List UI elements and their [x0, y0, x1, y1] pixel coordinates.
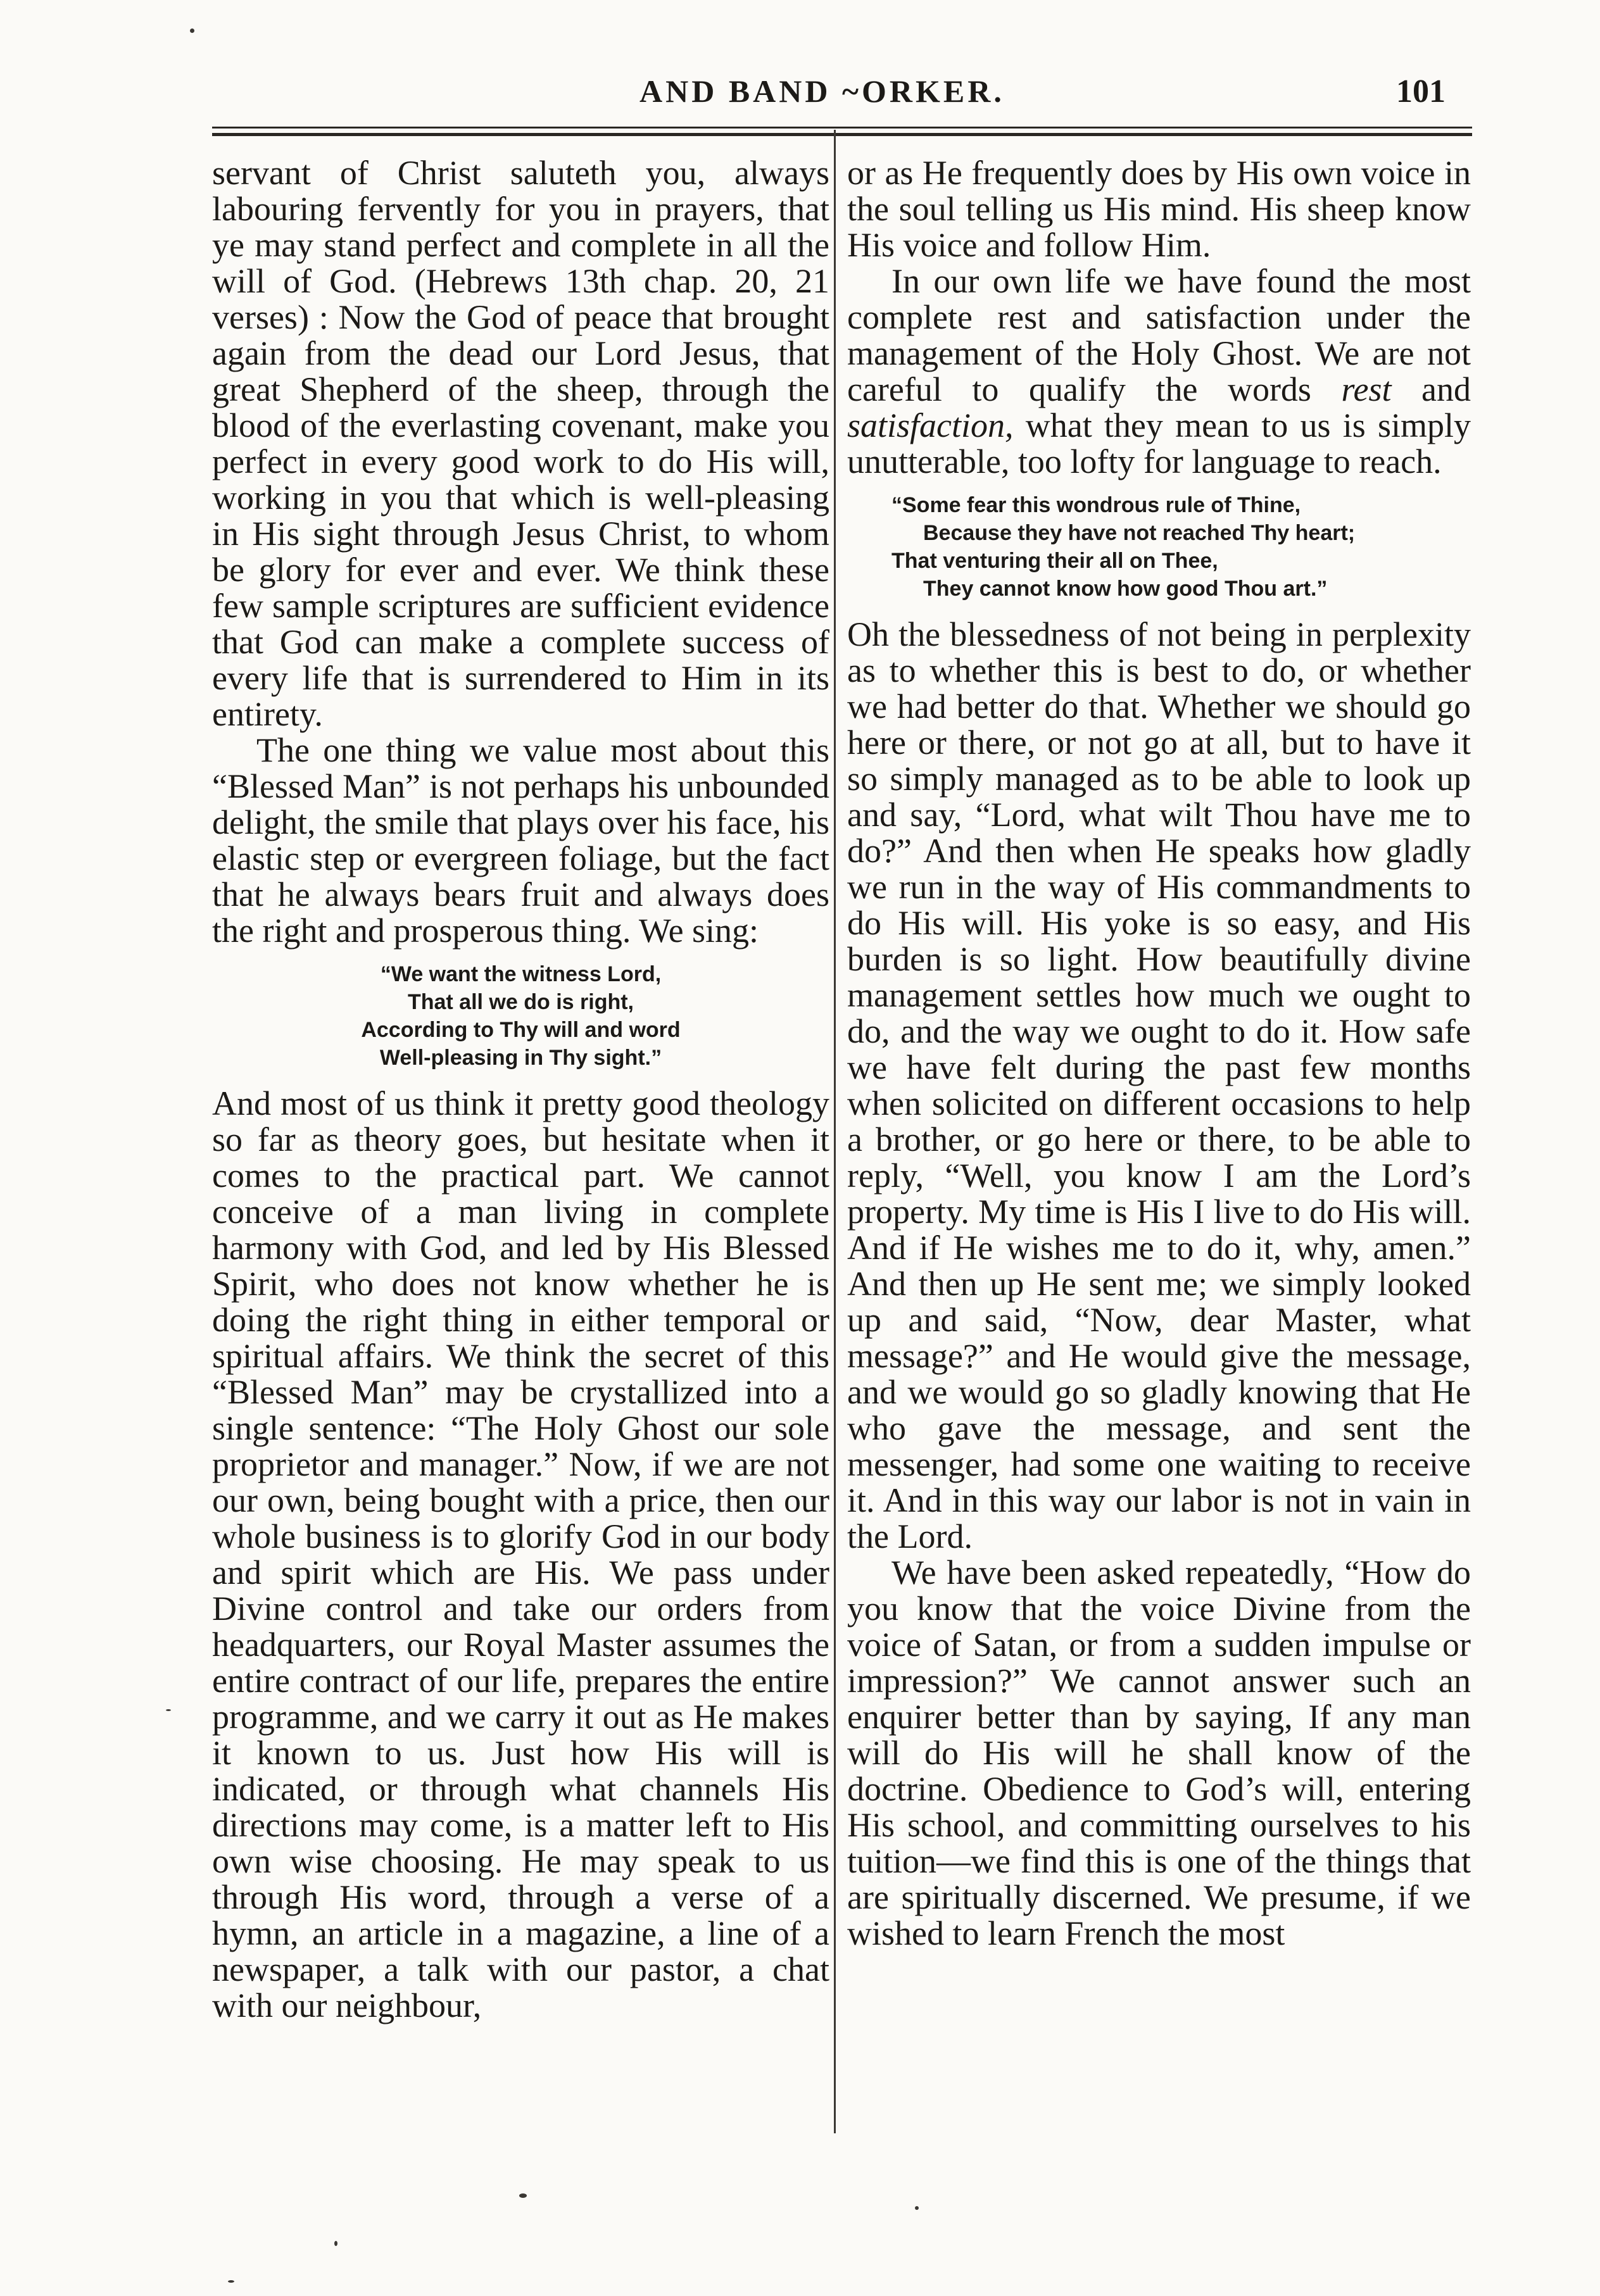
- header-rule-thin: [212, 127, 1472, 129]
- column-divider: [834, 130, 836, 2133]
- print-speck: [334, 2241, 337, 2246]
- right-paragraph-3: Oh the blessedness of not being in perplexity as to whether this is best to do, or whether we had better do that. Whether we should go here or there, or not go at all, but to have it so simply managed as to be able to look up and say, “Lord, what wilt Thou have me to do?” And then when He speaks how gladly we run in the way of His commandments to do His will. His yoke is so easy, and His burden is so light. How beautifully divine management settles how much we ought to do, and the way we ought to do it. How safe we have felt during the past few months when solicited on different occasions to help a brother, or go here or there, to be able to reply, “Well, you know I am the Lord’s property. My time is His I live to do His will. And if He wishes me to do it, why, amen.” And then up He sent me; we simply looked up and said, “Now, dear Master, what message?” and He would give the message, and we would go so gladly knowing that He who gave the message, and sent the messenger, had some one waiting to receive it. And in this way our labor is not in vain in the Lord.: [847, 615, 1471, 1555]
- left-verse: [212, 960, 829, 1072]
- running-head: AND BAND ~ORKER.: [639, 73, 1005, 109]
- verse-line: “Some fear this wondrous rule of Thine,: [891, 493, 1301, 517]
- right-paragraph-2: [847, 263, 1471, 480]
- print-speck: [166, 1709, 171, 1711]
- right-paragraph-1: or as He frequently does by His own voice in the soul telling us His mind. His sheep know His voice and follow Him.: [847, 154, 1471, 264]
- print-speck: [519, 2193, 527, 2198]
- left-column: [212, 155, 829, 2024]
- right-verse: [847, 491, 1471, 603]
- page-number: 101: [1396, 73, 1446, 110]
- print-speck: [190, 28, 194, 33]
- emphasis-satisfaction: satisfaction,: [847, 406, 1014, 444]
- verse-line: They cannot know how good Thou art.”: [923, 577, 1328, 601]
- left-paragraph-2: The one thing we value most about this “Blessed Man” is not perhaps his unbounded delight, the smile that plays over his face, his elastic step or evergreen foliage, but the fact that he always bears fruit and always does the right and prosperous thing. We sing:: [212, 731, 829, 950]
- verse-line: Because they have not reached Thy heart;: [923, 521, 1356, 545]
- left-paragraph-3: And most of us think it pretty good theology so far as theory goes, but hesitate when it comes to the practical part. We cannot conceive of a man living in complete harmony with God, and led by His Blessed Spirit, who does not know whether he is doing the right thing in either temporal or spiritual affairs. We think the secret of this “Blessed Man” may be crystallized into a single sentence: “The Holy Ghost our sole proprietor and manager.” Now, if we are not our own, being bought with a price, then our whole business is to glorify God in our body and spirit which are His. We pass under Divine control and take our orders from headquarters, our Royal Master assumes the entire contract of our life, prepares the entire programme, and we carry it out as He makes it known to us. Just how His will is indicated, or through what channels His directions may come, is a matter left to His own wise choosing. He may speak to us through His word, through a verse of a hymn, an article in a magazine, a line of a newspaper, a talk with our pastor, a chat with our neighbour,: [212, 1084, 829, 2024]
- verse-line: That all we do is right,: [407, 990, 634, 1014]
- right-column: [847, 155, 1471, 1952]
- print-speck: [228, 2280, 234, 2283]
- right-paragraph-4: We have been asked repeatedly, “How do you know that the voice Divine from the voice of Satan, or from a sudden impulse or impression?” We cannot answer such an enquirer better than by saying, If any man will do His will he shall know of the doctrine. Obedience to God’s will, entering His school, and committing ourselves to his tuition—we find this is one of the things that are spiritually discerned. We presume, if we wished to learn French the most: [847, 1553, 1471, 1952]
- print-speck: [915, 2206, 919, 2210]
- verse-line: Well-pleasing in Thy sight.”: [379, 1046, 662, 1070]
- right-paragraph-2-text-a: In our own life we have found the most complete rest and satisfaction under the management of the Holy Ghost. We are not careful to qualify the words: [847, 262, 1471, 408]
- right-paragraph-2-text-b: and: [1391, 370, 1471, 408]
- verse-line: That venturing their all on Thee,: [891, 549, 1218, 573]
- verse-line: According to Thy will and word: [361, 1018, 681, 1042]
- left-paragraph-1: servant of Christ saluteth you, always labouring fervently for you in prayers, that ye may stand perfect and complete in all the will of God. (Hebrews 13th chap. 20, 21 verses) : Now the God of peace that brought again from the dead our Lord Jesus, that great Shepherd of the sheep, through the blood of the everlasting covenant, make you perfect in every good work to do His will, working in you that which is well-pleasing in His sight through Jesus Christ, to whom be glory for ever and ever. We think these few sample scriptures are sufficient evidence that God can make a complete success of every life that is surrendered to Him in its entirety.: [212, 154, 829, 733]
- page-header: [0, 0, 1600, 146]
- header-rule-thick: [212, 133, 1472, 136]
- right-paragraph-2-text-c: what they mean to us is simply unutterable, too lofty for language to reach.: [847, 406, 1471, 480]
- verse-line: “We want the witness Lord,: [380, 962, 662, 986]
- emphasis-rest: rest: [1341, 370, 1392, 408]
